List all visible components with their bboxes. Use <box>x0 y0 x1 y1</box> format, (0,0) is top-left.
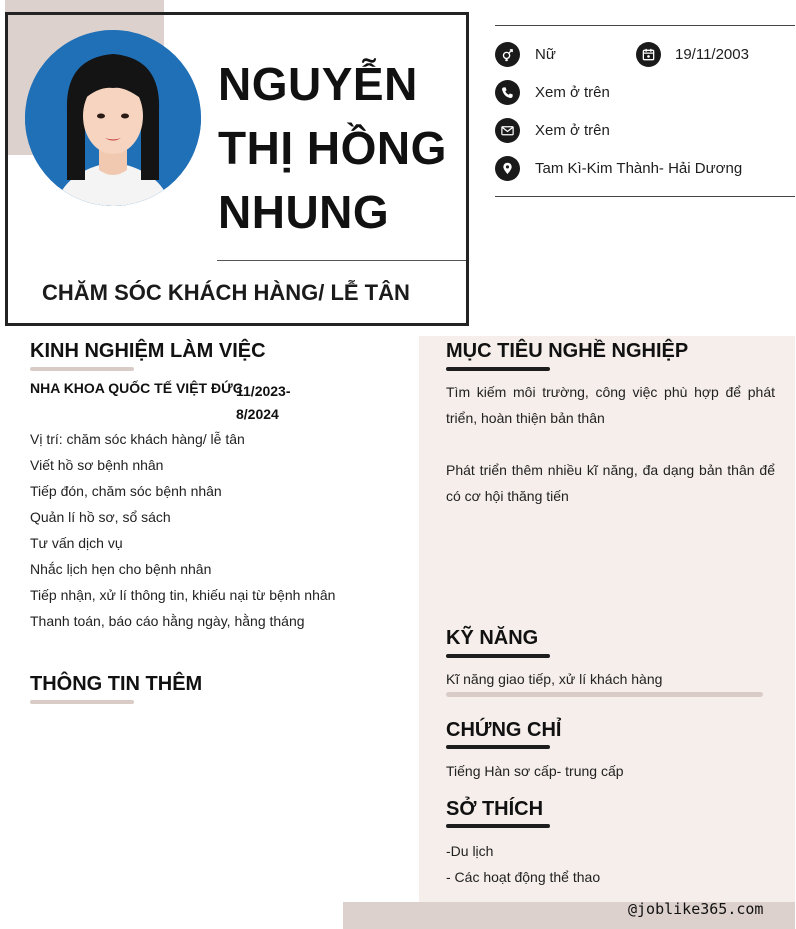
envelope-icon <box>495 118 520 143</box>
skills-title: KỸ NĂNG <box>446 627 539 649</box>
skill-item: Kĩ năng giao tiếp, xử lí khách hàng <box>446 671 663 687</box>
phone-icon <box>495 80 520 105</box>
hobbies-title: SỞ THÍCH <box>446 798 544 820</box>
certificate-item: Tiếng Hàn sơ cấp- trung cấp <box>446 763 624 779</box>
work-period: 11/2023-8/2024 <box>236 383 291 422</box>
hobby-item: - Các hoạt động thể thao <box>446 869 601 885</box>
company-name: NHA KHOA QUỐC TẾ VIỆT ĐỨC <box>30 380 243 396</box>
duty-item: Tiếp nhận, xử lí thông tin, khiếu nại từ bệnh nhân <box>30 587 336 603</box>
experience-title: KINH NGHIỆM LÀM VIỆC <box>30 340 266 362</box>
certificates-underline <box>446 745 550 749</box>
candidate-name: NGUYỄN THỊ HỒNG NHUNG <box>218 58 447 238</box>
certificates-title: CHỨNG CHỈ <box>446 719 562 741</box>
birthdate-value: 19/11/2003 <box>675 46 749 63</box>
phone-value: Xem ở trên <box>535 84 610 101</box>
extra-info-underline <box>30 700 134 704</box>
hobby-item: -Du lịch <box>446 843 494 859</box>
gender-value: Nữ <box>535 46 556 63</box>
avatar <box>25 30 201 206</box>
duty-item: Thanh toán, báo cáo hằng ngày, hằng tháng <box>30 613 305 629</box>
duty-list <box>30 426 390 634</box>
hobbies-underline <box>446 824 550 828</box>
experience-underline <box>30 367 134 371</box>
email-value: Xem ở trên <box>535 122 610 139</box>
duty-item: Vị trí: chăm sóc khách hàng/ lễ tân <box>30 431 245 447</box>
name-divider <box>217 260 466 261</box>
watermark: @joblike365.com <box>628 900 764 918</box>
calendar-icon <box>636 42 661 67</box>
gender-icon <box>495 42 520 67</box>
duty-item: Nhắc lịch hẹn cho bệnh nhân <box>30 561 212 577</box>
job-title: CHĂM SÓC KHÁCH HÀNG/ LỄ TÂN <box>42 280 410 305</box>
duty-item: Tiếp đón, chăm sóc bệnh nhân <box>30 483 222 499</box>
contact-divider-bottom <box>495 196 795 197</box>
contact-divider-top <box>495 25 795 26</box>
objective-title: MỤC TIÊU NGHỀ NGHIỆP <box>446 340 689 362</box>
duty-item: Tư vấn dịch vụ <box>30 535 123 551</box>
profile-photo <box>25 30 201 206</box>
skills-underline <box>446 654 550 658</box>
location-pin-icon <box>495 156 520 181</box>
duty-item: Viết hồ sơ bệnh nhân <box>30 457 164 473</box>
objective-underline <box>446 367 550 371</box>
objective-paragraph: Tìm kiếm môi trường, công việc phù hợp để phát triển, hoàn thiện bản thân <box>446 384 775 426</box>
address-value: Tam Kì-Kim Thành- Hải Dương <box>535 160 743 177</box>
objective-paragraph: Phát triển thêm nhiều kĩ năng, đa dạng bản thân để có cơ hội thăng tiến <box>446 462 775 504</box>
skill-level-bar <box>446 692 763 697</box>
hobby-list <box>446 838 600 890</box>
duty-item: Quản lí hồ sơ, sổ sách <box>30 509 171 525</box>
extra-info-title: THÔNG TIN THÊM <box>30 673 203 695</box>
